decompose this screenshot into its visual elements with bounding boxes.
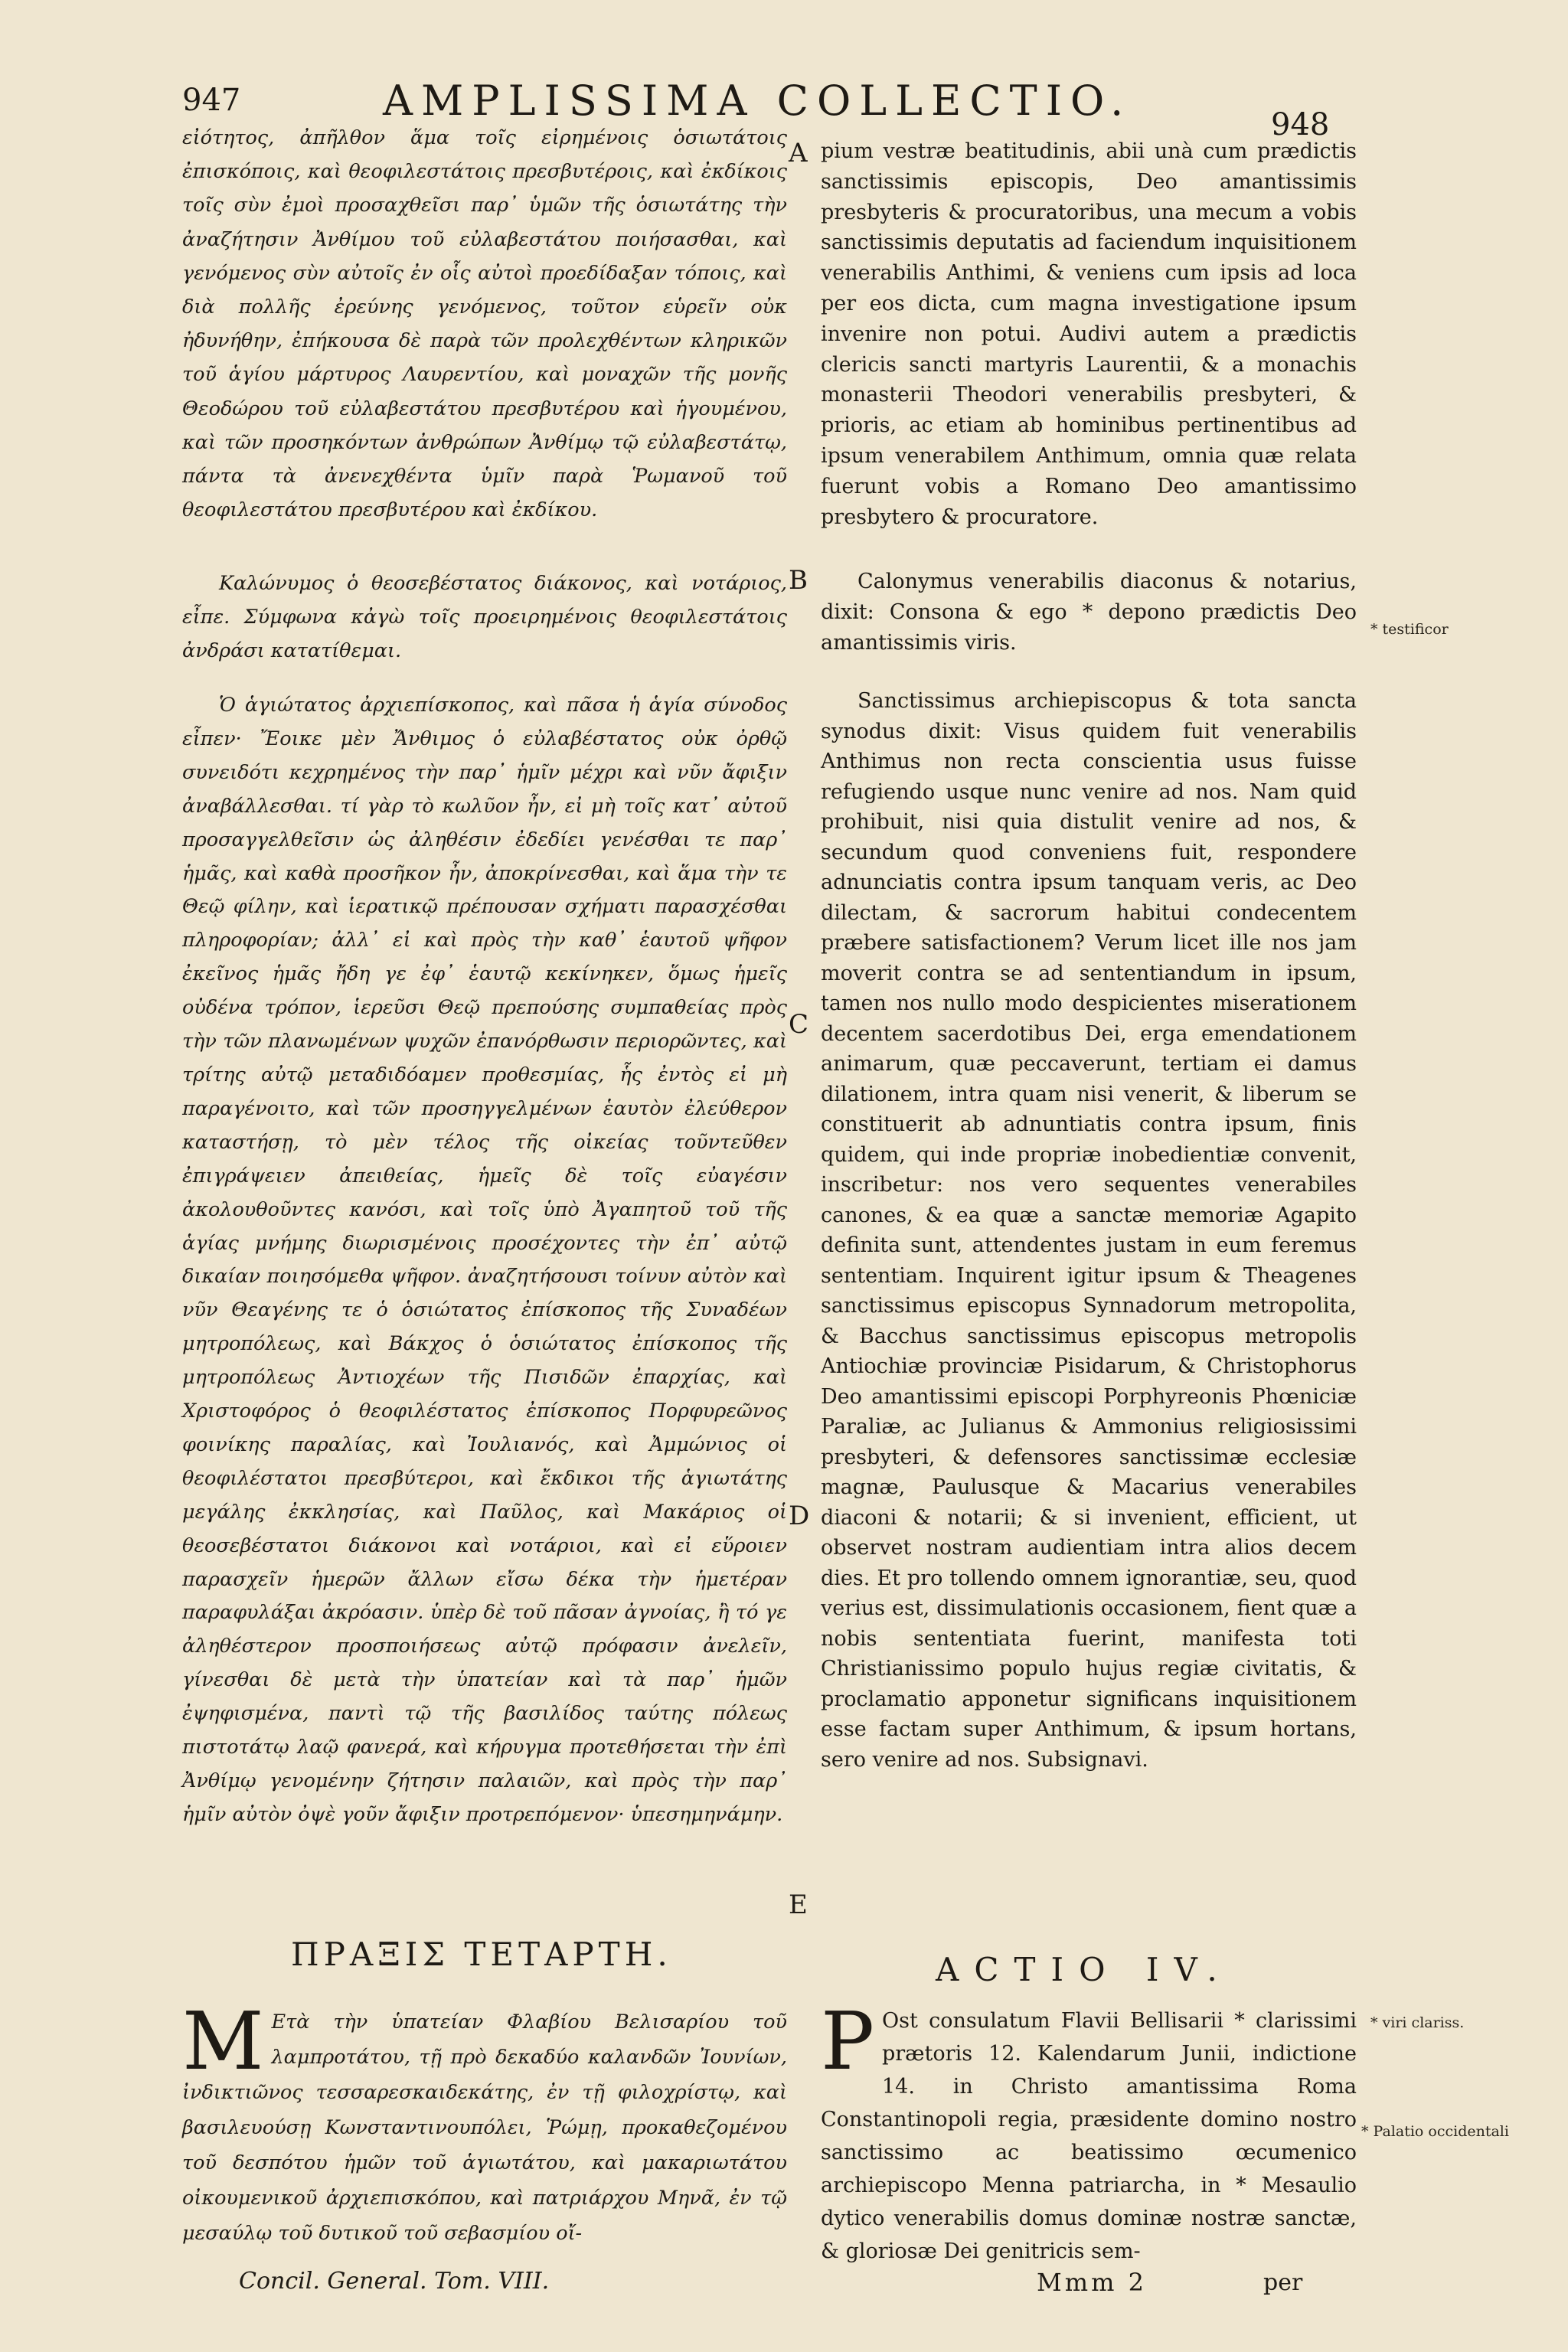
greek-paragraph-2 [182,567,787,668]
footer-catchword: per [1263,2269,1303,2296]
greek-paragraph-1 [182,121,787,527]
greek-paragraph-3 [182,689,787,1832]
running-title: AMPLISSIMA COLLECTIO. [383,77,1132,125]
greek-text: Ὁ ἁγιώτατος ἀρχιεπίσκοπος, καὶ πᾶσα ἡ ἁγία σύνοδος εἶπεν· Ἔοικε μὲν Ἄνθιμος ὁ εὐλαβέστατος οὐκ ὀρθῷ συνειδότι κεχρημένος τὴν παρ᾽ ἡμῖν μέχρι καὶ νῦν ἄφιξιν ἀναβάλλεσθαι. τί γὰρ τὸ κωλῦον ἦν, εἰ μὴ τοῖς κατ᾽ αὐτοῦ προσαγγελθεῖσιν ὡς ἀληθέσιν ἐδεδίει γενέσθαι τε παρ᾽ ἡμᾶς, καὶ καθὰ προσῆκον ἦν, ἀποκρίνεσθαι, καὶ ἅμα τὴν τε Θεῷ φίλην, καὶ ἱερατικῷ πρέπουσαν σχήματι παρασχέσθαι πληροφορίαν; ἀλλ᾽ εἰ καὶ πρὸς τὴν καθ᾽ ἑαυτοῦ ψῆφον ἐκεῖνος ἡμᾶς ἤδη γε ἐφ᾽ ἑαυτῷ κεκίνηκεν, ὅμως ἡμεῖς οὐδένα τρόπον, ἱερεῦσι Θεῷ πρεπούσης συμπαθείας πρὸς τὴν τῶν πλανωμένων ψυχῶν ἐπανόρθωσιν περιορῶντες, καὶ τρίτης αὐτῷ μεταδιδόαμεν προθεσμίας, ἧς ἐντὸς εἰ μὴ παραγένοιτο, καὶ τῶν προσηγγελμένων ἑαυτὸν ἐλεύθερον καταστήσῃ, τὸ μὲν τέλος τῆς οἰκείας τοῦντεῦθεν ἐπιγράψειεν ἀπειθείας, ἡμεῖς δὲ τοῖς εὐαγέσιν ἀκολουθοῦντες κανόσι, καὶ τοῖς ὑπὸ Ἀγαπητοῦ τοῦ τῆς ἁγίας μνήμης διωρισμένοις προσέχοντες τὴν ἐπ᾽ αὐτῷ δικαίαν ποιησόμεθα ψῆφον. ἀναζητήσουσι τοίνυν αὐτὸν καὶ νῦν Θεαγένης τε ὁ ὁσιώτατος ἐπίσκοπος τῆς Συναδέων μητροπόλεως, καὶ Βάκχος ὁ ὁσιώτατος ἐπίσκοπος τῆς μητροπόλεως Ἀντιοχέων τῆς Πισιδῶν ἐπαρχίας, καὶ Χριστοφόρος ὁ θεοφιλέστατος ἐπίσκοπος Πορφυρεῶνος φοινίκης παραλίας, καὶ Ἰουλιανός, καὶ Ἀμμώνιος οἱ θεοφιλέστατοι πρεσβύτεροι, καὶ ἔκδικοι τῆς ἁγιωτάτης μεγάλης ἐκκλησίας, καὶ Παῦλος, καὶ Μακάριος οἱ θεοσεβέστατοι διάκονοι καὶ νοτάριοι, καὶ εἰ εὕροιεν παρασχεῖν ἡμερῶν ἄλλων εἴσω δέκα τὴν ἡμετέραν παραφυλάξαι ἀκρόασιν. ὑπὲρ δὲ τοῦ πᾶσαν ἀγνοίας, ἢ τό γε ἀληθέστερον προσποιήσεως αὐτῷ πρόφασιν ἀνελεῖν, γίνεσθαι δὲ μετὰ τὴν ὑπατείαν καὶ τὰ παρ᾽ ἡμῶν ἐψηφισμένα, παντὶ τῷ τῆς βασιλίδος ταύτης πόλεως πιστοτάτῳ λαῷ φανερά, καὶ κήρυγμα προτεθήσεται τὴν ἐπὶ Ἀνθίμῳ γενομένην ζήτησιν παλαιῶν, καὶ πρὸς τὴν παρ᾽ ἡμῖν αὐτὸν ὀψὲ γοῦν ἄφιξιν προτρεπόμενον· ὑπεσημηνάμην. [182,694,787,1826]
greek-drop-cap: Μ [182,1994,264,2088]
footer-signature: Mmm 2 [1037,2268,1147,2297]
section-mark-b: B [789,565,808,596]
greek-text: Καλώνυμος ὁ θεοσεβέστατος διάκονος, καὶ νοτάριος, εἶπε. Σύμφωνα κἀγὼ τοῖς προειρημένοις θεοφιλεστάτοις ἀνδράσι κατατίθεμαι. [182,572,787,663]
section-mark-e: E [789,1890,808,1920]
greek-text: εἰότητος, ἀπῆλθον ἅμα τοῖς εἰρημένοις ὁσιωτάτοις ἐπισκόποις, καὶ θεοφιλεστάτοις πρεσβυτέροις, καὶ ἐκδίκοις τοῖς σὺν ἐμοὶ προσαχθεῖσι παρ᾽ ὑμῶν τῆς ὁσιωτάτης τὴν ἀναζήτησιν Ἀνθίμου τοῦ εὐλαβεστάτου ποιήσασθαι, καὶ γενόμενος σὺν αὐτοῖς ἐν οἷς αὐτοὶ προεδίδαξαν τόποις, καὶ διὰ πολλῆς ἐρεύνης γενόμενος, τοῦτον εὑρεῖν οὐκ ἠδυνήθην, ἐπήκουσα δὲ παρὰ τῶν προλεχθέντων κληρικῶν τοῦ ἁγίου μάρτυρος Λαυρεντίου, καὶ μοναχῶν τῆς μονῆς Θεοδώρου τοῦ εὐλαβεστάτου πρεσβυτέρου καὶ ἡγουμένου, καὶ τῶν προσηκόντων ἀνθρώπων Ἀνθίμῳ τῷ εὐλαβεστάτῳ, πάντα τὰ ἀνενεχθέντα ὑμῖν παρὰ Ῥωμανοῦ τοῦ θεοφιλεστάτου πρεσβυτέρου καὶ ἐκδίκου. [182,126,787,522]
greek-act-paragraph [182,1994,787,2251]
latin-text: pium vestræ beatitudinis, abii unà cum prædictis sanctissimis episcopis, Deo amantissimis presbyteris & procuratoribus, una mecum a vobis sanctissimis deputatis ad faciendum inquisitionem venerabilis Anthimi, & veniens cum ipsis ad loca per eos dicta, cum magna investigatione ipsum invenire non potui. Audivi autem a prædictis clericis sancti martyris Laurentii, & a monachis monasterii Theodori venerabilis presbyteri, & prioris, ac etiam ab hominibus pertinentibus ad ipsum venerabilem Anthimum, omnia quæ relata fuerunt vobis a Romano Deo amantissimo presbytero & procuratore. [821,139,1357,529]
latin-text: Calonymus venerabilis diaconus & notarius, dixit: Consona & ego * depono prædictis Deo amantissimis viris. [821,570,1357,655]
section-mark-c: C [789,1009,809,1040]
latin-drop-cap: P [821,1994,874,2088]
greek-act-text: Ετὰ τὴν ὑπατείαν Φλαβίου Βελισαρίου τοῦ λαμπροτάτου, τῇ πρὸ δεκαδύο καλανδῶν Ἰουνίων, ἰνδικτιῶνος τεσσαρεσκαιδεκάτης, ἐν τῇ φιλοχρίστῳ, καὶ βασιλευούσῃ Κωνσταντινουπόλει, Ῥώμῃ, προκαθεζομένου τοῦ δεσπότου ἡμῶν τοῦ ἁγιωτάτου, καὶ μακαριωτάτου οἰκουμενικοῦ ἀρχιεπισκόπου, καὶ πατριάρχου Μηνᾶ, ἐν τῷ μεσαύλῳ τοῦ δυτικοῦ τοῦ σεβασμίου οἴ- [182,2011,787,2245]
footer-volume: Concil. General. Tom. VIII. [239,2268,550,2295]
margin-note-testificor: * testificor [1370,621,1449,638]
left-page-number: 947 [182,83,241,118]
right-page-number: 948 [1271,107,1330,142]
latin-paragraph-3 [821,686,1357,1775]
latin-text: Sanctissimus archiepiscopus & tota sancta synodus dixit: Visus quidem fuit venerabilis Anthimus non recta conscientia usus fuisse refugiendo usque nunc venire ad nos. Nam quid prohibuit, nisi quia distulit venire ad nos, & secundum quod conveniens fuit, respondere adnunciatis contra ipsum tanquam veris, ac Deo dilectam, & sacrorum habitui condecentem præbere satisfactionem? Verum licet ille nos jam moverit contra se ad sententiandum in ipsum, tamen nos nullo modo despicientes miserationem decentem sacerdotibus Dei, erga emendationem animarum, quæ peccaverunt, tertiam ei damus dilationem, intra quam nisi venerit, & liberum se constituerit ab adnuntiatis contra ipsum, finis quidem, qui inde propriæ inobedientiæ convenit, inscribetur: nos vero sequentes venerabiles canones, & ea quæ a sanctæ memoriæ Agapito definita sunt, attendentes justam in eum feremus sententiam. Inquirent igitur ipsum & Theagenes sanctissimus episcopus Synnadorum metropolita, & Bacchus sanctissimus episcopus metropolis Antiochiæ provinciæ Pisidarum, & Christophorus Deo amantissimi episcopi Porphyreonis Phœniciæ Paraliæ, ac Julianus & Ammonius religiosissimi presbyteri, & defensores sanctissimæ ecclesiæ magnæ, Paulusque & Macarius venerabiles diaconi & notarii; & si invenient, efficient, ut observet nostram audientiam intra alios decem dies. Et pro tollendo omnem ignorantiæ, seu, quod verius est, dissimulationis occasionem, fient quæ a nobis sententiata fuerint, manifesta toti Christianissimo populo hujus regiæ civitatis, & proclamatio apponetur significans inquisitionem esse factam super Anthimum, & ipsum hortans, sero venire ad nos. Subsignavi. [821,689,1357,1772]
section-mark-d: D [789,1501,810,1531]
latin-paragraph-2 [821,567,1357,658]
margin-note-viri-clariss: * viri clariss. [1370,2014,1465,2031]
latin-act-paragraph [821,1994,1357,2268]
margin-note-palatio: * Palatio occidentali [1361,2123,1509,2140]
latin-act-text: Ost consulatum Flavii Bellisarii * clarissimi prætoris 12. Kalendarum Junii, indictione 14. in Christo amantissima Roma Constantinopoli regia, præsidente domino nostro sanctissimo ac beatissimo œcumenico archiepiscopo Menna patriarcha, in * Mesaulio dytico venerabilis domus dominæ nostræ sanctæ, & gloriosæ Dei genitricis sem- [821,2009,1357,2263]
greek-act-heading: ΠΡΑΞΙΣ ΤΕΤΑΡΤΗ. [291,1936,672,1973]
latin-act-heading: ACTIO IV. [936,1951,1233,1988]
latin-paragraph-1 [821,136,1357,532]
section-mark-a: A [789,138,808,168]
